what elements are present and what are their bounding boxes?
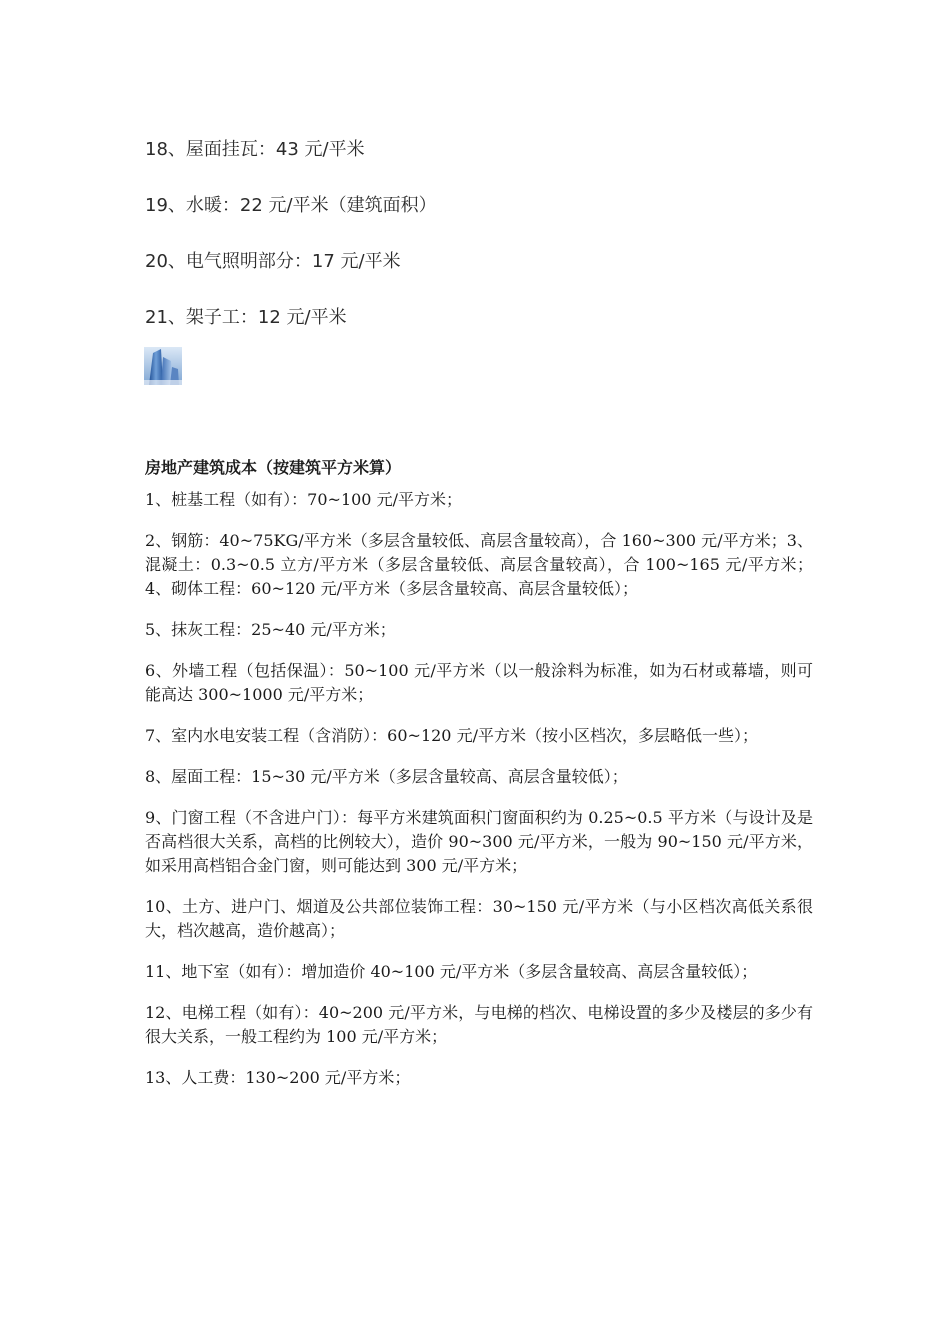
paragraph: 2、钢筋：40~75KG/平方米（多层含量较低、高层含量较高），合 160~300 元/平方米；3、混凝土：0.3~0.5 立方/平方米（多层含量较低、高层含量较高），合 100~165 元/平方米；4、砌体工程：60~120 元/平方米（多层含量较高、高层含量较低）； [145,531,813,598]
paragraph: 11、地下室（如有）：增加造价 40~100 元/平方米（多层含量较高、高层含量较低）； [145,962,758,981]
paragraph: 6、外墙工程（包括保温）：50~100 元/平方米（以一般涂料为标准，如为石材或幕墙，则可能高达 300~1000 元/平方米； [145,661,813,704]
paragraph: 5、抹灰工程：25~40 元/平方米； [145,620,396,639]
paragraph: 8、屋面工程：15~30 元/平方米（多层含量较高、高层含量较低）； [145,767,628,786]
paragraph: 1、桩基工程（如有）：70~100 元/平方米； [145,490,462,509]
paragraph: 7、室内水电安装工程（含消防）：60~120 元/平方米（按小区档次，多层略低一些）； [145,726,758,745]
paragraph: 9、门窗工程（不含进户门）：每平方米建筑面积门窗面积约为 0.25~0.5 平方米（与设计及是否高档很大关系，高档的比例较大），造价 90~300 元/平方米，一般为 90~150 元/平方米，如采用高档铝合金门窗，则可能达到 300 元/平方米； [145,808,813,875]
list-item: 18、屋面挂瓦：43 元/平米 [145,139,365,160]
paragraph: 10、土方、进户门、烟道及公共部位装饰工程：30~150 元/平方米（与小区档次高低关系很大，档次越高，造价越高）； [145,897,813,940]
list-item: 21、架子工：12 元/平米 [145,307,347,328]
section-heading: 房地产建筑成本（按建筑平方米算） [145,458,402,477]
paragraph: 12、电梯工程（如有）：40~200 元/平方米，与电梯的档次、电梯设置的多少及楼层的多少有很大关系，一般工程约为 100 元/平方米； [145,1003,813,1046]
list-item: 19、水暖：22 元/平米（建筑面积） [145,195,437,216]
building-thumbnail-image [144,347,182,385]
paragraph: 13、人工费：130~200 元/平方米； [145,1068,411,1087]
list-item: 20、电气照明部分：17 元/平米 [145,251,401,272]
construction-cost-section [145,456,813,1107]
